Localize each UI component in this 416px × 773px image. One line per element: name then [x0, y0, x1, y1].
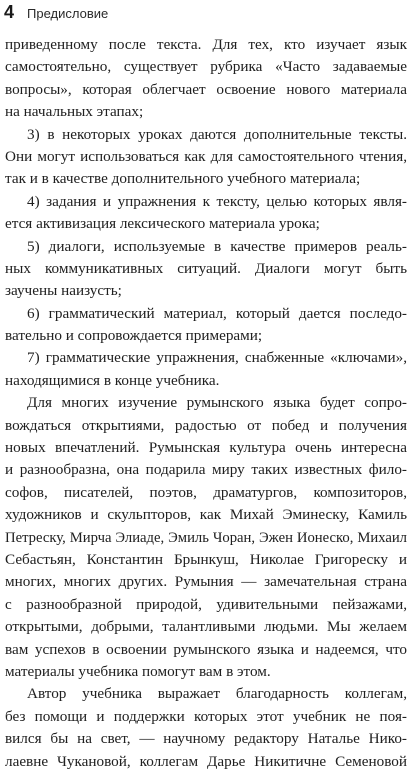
text-line: самостоятельно, существует рубрика «Часто задаваемые [5, 58, 407, 76]
text-line: приведенному после текста. Для тех, кто изучает язык [5, 36, 407, 53]
text-line: материалы учебника помогут вам в этом. [5, 662, 271, 680]
text-line: открытыми, добрыми, талантливыми людьми. Мы желаем [5, 618, 407, 636]
text-line: вопросы», которая облегчает освоение нового материала [5, 80, 407, 98]
text-line: находящимися в конце учебника. [5, 371, 220, 389]
text-line: 6) грамматический материал, который дается последо- [27, 304, 407, 322]
text-line: Автор учебника выражает благодарность коллегам, [27, 685, 407, 703]
text-line: многих, многих других. Румыния — замечательная страна [5, 573, 407, 591]
text-line: 5) диалоги, используемые в качестве примеров реаль- [27, 237, 407, 255]
text-line: 3) в некоторых уроках даются дополнительные тексты. [27, 125, 407, 143]
text-line: с разнообразной природой, удивительными пейзажами, [5, 595, 407, 613]
text-line: Петреску, Мирча Элиаде, Эмиль Чоран, Эжен Ионеско, Михаил [5, 529, 407, 546]
text-line: Они могут использоваться как для самостоятельного чтения, [5, 147, 407, 165]
text-line: 4) задания и упражнения к тексту, целью которых явля- [27, 192, 407, 210]
page-number: 4 [4, 2, 15, 22]
text-line: вательно и сопровождается примерами; [5, 327, 263, 345]
text-line: Для многих изучение румынского языка будет сопро- [27, 394, 407, 412]
text-line: вился бы на свет, — научному редактору Наталье Нико- [5, 730, 407, 748]
text-line: софов, писателей, поэтов, драматургов, композиторов, [5, 483, 407, 501]
text-line: новых впечатлений. Румынская культура очень интересна [5, 439, 407, 457]
text-line: ется активизация лексического материала урока; [5, 215, 320, 233]
running-head [4, 2, 108, 26]
section-title: Предисловие [27, 6, 109, 21]
text-line: лаевне Чукановой, коллегам Дарье Никитичне Семеновой [5, 752, 407, 770]
text-line: вождаться открытиями, радостью от побед и получения [5, 416, 407, 434]
body-text [5, 34, 407, 773]
text-line: вам успехов в освоении румынского языка и надеемся, что [5, 640, 407, 658]
text-line: так и в качестве дополнительного учебного материала; [5, 170, 361, 188]
text-line: заучены наизусть; [5, 282, 122, 300]
text-line: Себастьян, Константин Брынкуш, Николае Григореску и [5, 550, 407, 568]
text-line: и разнообразна, она подарила миру таких известных фило- [5, 461, 407, 479]
text-line: на начальных этапах; [5, 103, 144, 121]
text-line: художников и скульпторов, как Михай Эминеску, Камиль [5, 506, 407, 524]
text-line: без помощи и поддержки которых этот учебник не поя- [5, 707, 407, 725]
text-line: ных коммуникативных ситуаций. Диалоги могут быть [5, 259, 407, 277]
text-line: 7) грамматические упражнения, снабженные «ключами», [27, 349, 407, 367]
